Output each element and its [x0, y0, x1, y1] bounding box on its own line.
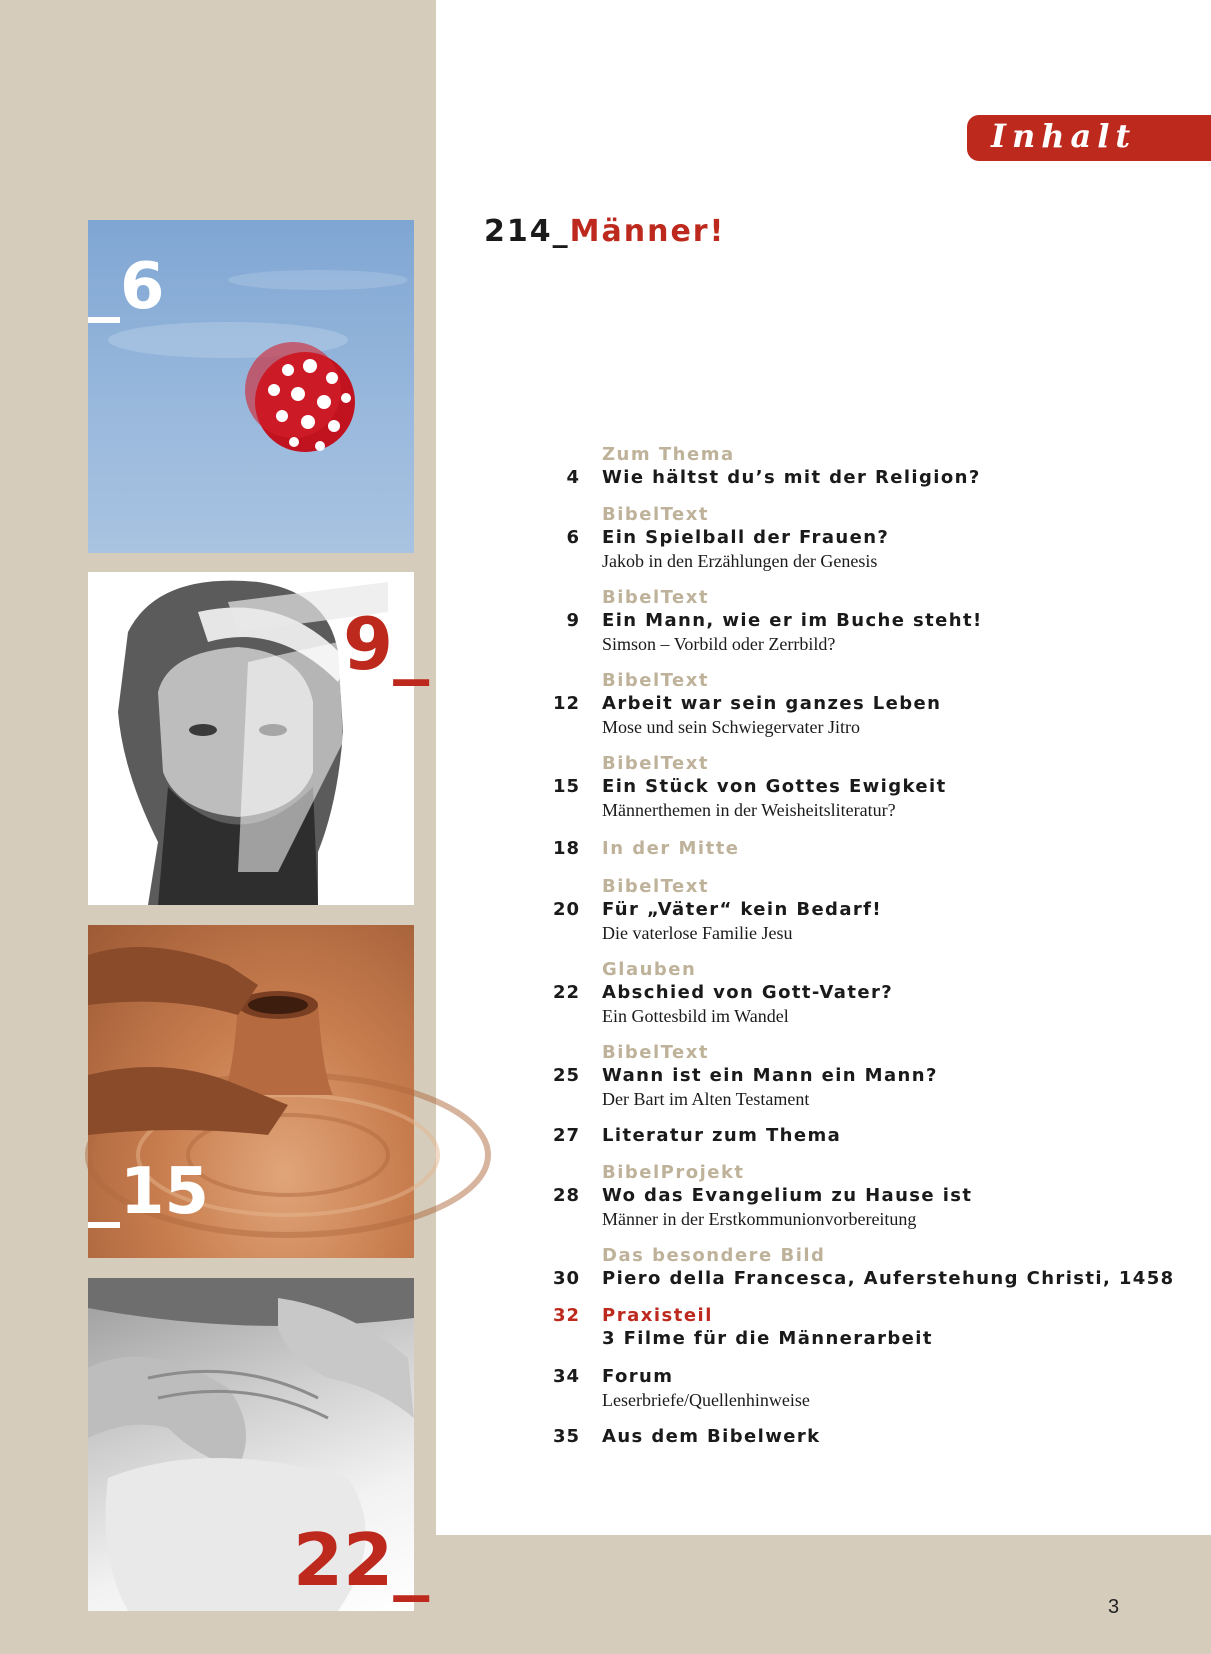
toc-page-number: 30 — [552, 1268, 580, 1289]
toc-title: Wann ist ein Mann ein Mann? — [602, 1065, 938, 1086]
toc-page-number: 35 — [552, 1426, 580, 1447]
thumbnail-badge: _15 — [88, 1155, 210, 1229]
toc-section-label: Das besondere Bild — [602, 1245, 826, 1266]
toc-section-label: Praxisteil — [602, 1305, 713, 1326]
toc-section-label: BibelText — [602, 876, 709, 897]
toc-section-label: BibelText — [602, 587, 709, 608]
page-number: 3 — [1108, 1596, 1120, 1618]
toc-page-number: 27 — [552, 1125, 580, 1146]
toc-subtitle: Simson – Vorbild oder Zerrbild? — [602, 634, 836, 654]
toc-title: Ein Mann, wie er im Buche steht! — [602, 610, 983, 631]
issue-number: 214_ — [484, 214, 570, 249]
toc-title: Aus dem Bibelwerk — [602, 1426, 821, 1447]
thumbnail-man[interactable] — [88, 572, 430, 905]
toc-title: Wie hältst du’s mit der Religion? — [602, 467, 981, 488]
toc-title: Literatur zum Thema — [602, 1125, 842, 1146]
toc-page-number: 6 — [566, 527, 580, 548]
toc-subtitle: Jakob in den Erzählungen der Genesis — [602, 551, 878, 571]
toc-page-number: 18 — [552, 838, 580, 859]
toc-page-number: 34 — [552, 1366, 580, 1387]
toc-subtitle: Mose und sein Schwiegervater Jitro — [602, 717, 860, 737]
toc-title: Ein Spielball der Frauen? — [602, 527, 890, 548]
section-tab-label: Inhalt — [991, 117, 1137, 155]
thumbnail-pottery[interactable] — [88, 925, 414, 1258]
toc-subtitle: Männer in der Erstkommunionvorbereitung — [602, 1209, 917, 1229]
toc-page-number: 25 — [552, 1065, 580, 1086]
toc-title: Arbeit war sein ganzes Leben — [602, 693, 942, 714]
toc-subtitle: Leserbriefe/Quellenhinweise — [602, 1390, 810, 1410]
toc-page-number: 9 — [566, 610, 580, 631]
toc-section-label: In der Mitte — [602, 838, 740, 859]
toc-page-number: 20 — [552, 899, 580, 920]
toc-section-label: Zum Thema — [602, 444, 735, 465]
thumbnail-ball[interactable] — [88, 220, 414, 553]
issue-title — [484, 214, 725, 249]
toc-title: 3 Filme für die Männerarbeit — [602, 1328, 933, 1349]
toc-title: Wo das Evangelium zu Hause ist — [602, 1185, 973, 1206]
toc-section-label: BibelText — [602, 670, 709, 691]
toc-title: Für „Väter“ kein Bedarf! — [602, 899, 883, 920]
toc-page-number: 15 — [552, 776, 580, 797]
thumbnail-badge: 9_ — [343, 602, 430, 686]
toc-page-number: 22 — [552, 982, 580, 1003]
toc-section-label: BibelText — [602, 504, 709, 525]
toc-subtitle: Ein Gottesbild im Wandel — [602, 1006, 789, 1026]
thumbnail-badge: _6 — [88, 250, 165, 324]
thumbnail-hands[interactable] — [88, 1278, 430, 1611]
toc-section-label: BibelText — [602, 1042, 709, 1063]
toc-page-number: 12 — [552, 693, 580, 714]
toc-subtitle: Die vaterlose Familie Jesu — [602, 923, 793, 943]
section-tab — [967, 115, 1211, 161]
toc-page-number: 28 — [552, 1185, 580, 1206]
toc-title: Ein Stück von Gottes Ewigkeit — [602, 776, 947, 797]
toc-section-label: BibelText — [602, 753, 709, 774]
toc-subtitle: Der Bart im Alten Testament — [602, 1089, 810, 1109]
toc-title: Forum — [602, 1366, 674, 1387]
toc-section-label: Glauben — [602, 959, 697, 980]
toc-subtitle: Männerthemen in der Weisheitsliteratur? — [602, 800, 896, 820]
thumbnail-badge: 22_ — [293, 1518, 430, 1602]
toc-section-label: BibelProjekt — [602, 1162, 745, 1183]
toc-title: Piero della Francesca, Auferstehung Christi, 1458 — [602, 1268, 1175, 1289]
toc-page-number: 32 — [552, 1305, 580, 1326]
toc-title: Abschied von Gott-Vater? — [602, 982, 894, 1003]
toc-page-number: 4 — [566, 467, 580, 488]
issue-theme: Männer! — [569, 214, 726, 249]
